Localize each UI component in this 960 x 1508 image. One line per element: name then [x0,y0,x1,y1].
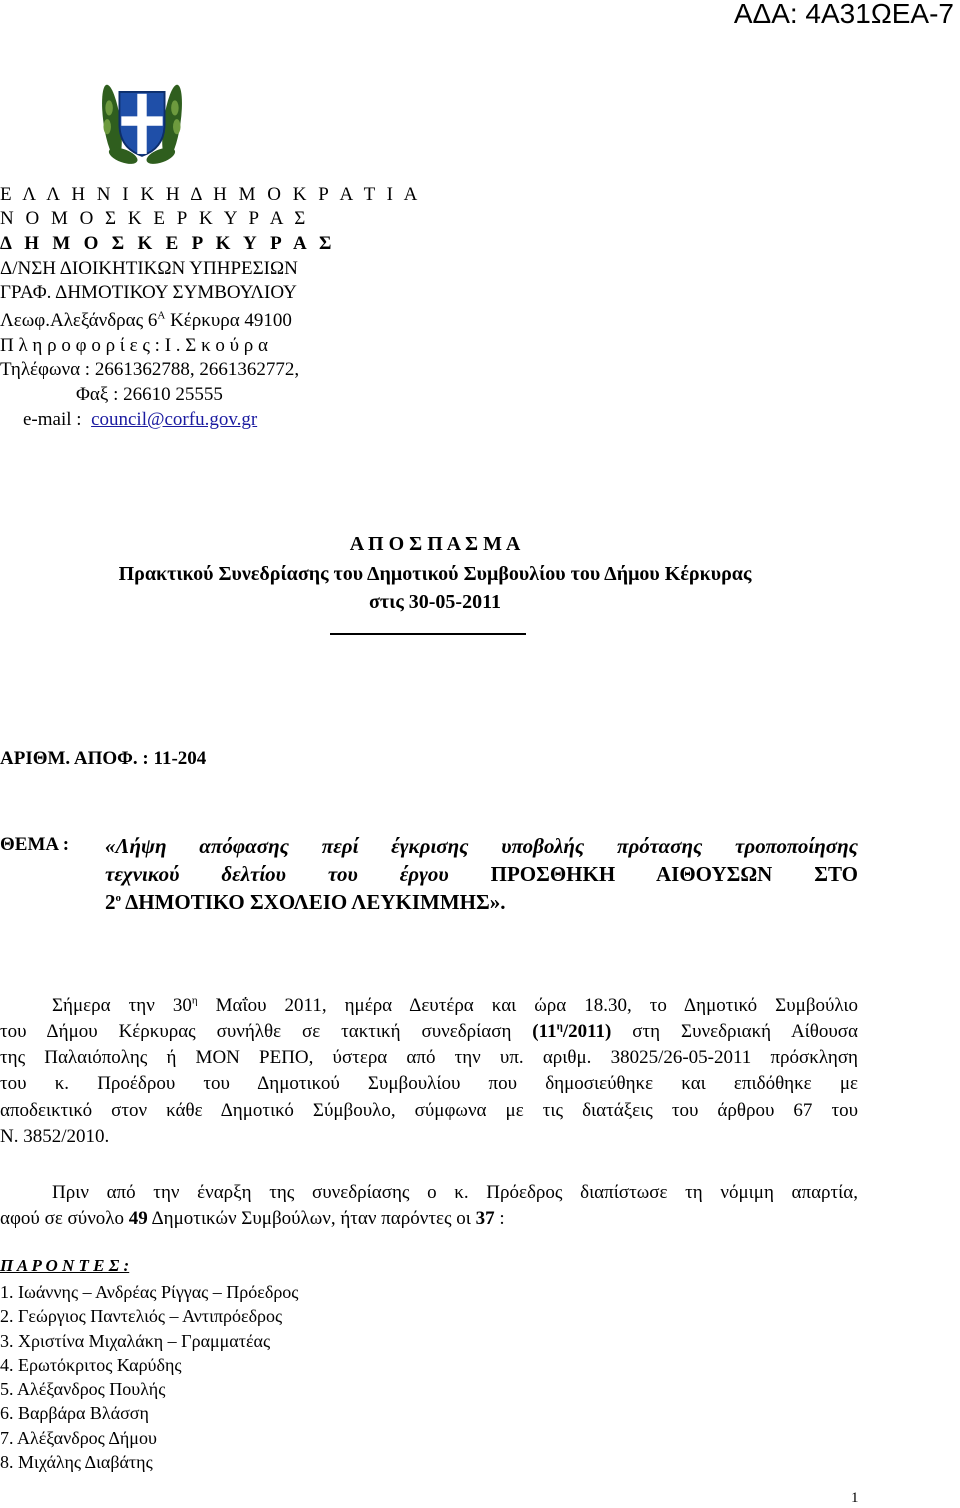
header-municipality: Δ Η Μ Ο Σ Κ Ε Ρ Κ Υ Ρ Α Σ [0,233,336,254]
greek-coat-of-arms-icon [95,75,189,169]
page-number: 1 [851,1490,859,1506]
paragraph-1-line-2: του Δήμου Κέρκυρας συνήλθε σε τακτική συνεδρίαση $(11^\eta/2011)$ στη Συνεδριακή Αίθουσα [0,1020,858,1042]
header-address: Λεωφ.Αλεξάνδρας $6^A$ Κέρκυρα 49100 [0,309,292,331]
header-department: Δ/ΝΣΗ ΔΙΟΙΚΗΤΙΚΩΝ ΥΠΗΡΕΣΙΩΝ [0,258,298,279]
header-prefecture: Ν Ο Μ Ο Σ Κ Ε Ρ Κ Υ Ρ Α Σ [0,208,309,229]
decision-number: ΑΡΙΘΜ. ΑΠΟΦ. : 11-204 [0,748,207,769]
paragraph-1-line-1: Σήμερα την $30^\eta$ Μαΐου 2011, ημέρα Δευτέρα και ώρα 18.30, το Δημοτικό Συμβούλιο [52,994,859,1016]
list-item: 8. Μιχάλης Διαβάτης [0,1452,153,1473]
list-item: 7. Αλέξανδρος Δήμου [0,1427,157,1448]
list-item: 4. Ερωτόκριτος Καρύδης [0,1354,182,1375]
list-item: 3. Χριστίνα Μιχαλάκη – Γραμματέας [0,1330,271,1351]
paragraph-2-line-2: αφού σε σύνολο 49 Δημοτικών Συμβούλων, ήταν παρόντες οι 37 : [0,1208,505,1229]
paragraph-1-line-5: αποδεικτικό στον κάθε Δημοτικό Σύμβουλο, σύμφωνα με τις διατάξεις του άρθρου 67 του [0,1100,858,1121]
subject-line-1: «Λήψη απόφασης περί έγκρισης υποβολής πρότασης τροποποίησης [105,834,858,858]
document-subtitle: Πρακτικού Συνεδρίασης του Δημοτικού Συμβουλίου του Δήμου Κέρκυρας [118,563,752,585]
document-heading: Α Π Ο Σ Π Α Σ Μ Α [349,533,521,555]
list-item: 6. Βαρβάρα Βλάσση [0,1403,149,1424]
header-email-row: e-mail : council@corfu.gov.gr [23,409,258,430]
session-date: στις 30-05-2011 [369,591,501,613]
email-link[interactable]: council@corfu.gov.gr [91,409,258,430]
paragraph-1-line-3: της Παλαιόπολης ή ΜΟΝ ΡΕΠΟ, ύστερα από την υπ. αριθμ. 38025/26-05-2011 πρόσκληση [0,1047,858,1068]
paragraph-1-line-6: Ν. 3852/2010. [0,1126,110,1147]
header-state: Ε Λ Λ Η Ν Ι Κ Η Δ Η Μ Ο Κ Ρ Α Τ Ι Α [0,184,421,205]
header-office: ΓΡΑΦ. ΔΗΜΟΤΙΚΟΥ ΣΥΜΒΟΥΛΙΟΥ [0,282,297,303]
header-phones: Τηλέφωνα : 2661362788, 2661362772, [0,359,300,380]
present-heading: Π Α Ρ Ο Ν Τ Ε Σ : [0,1256,130,1275]
paragraph-1-line-4: του κ. Προέδρου του Δημοτικού Συμβουλίου που δημοσιεύθηκε και επιδόθηκε με [0,1073,858,1094]
list-item: 5. Αλέξανδρος Πουλής [0,1379,166,1400]
subject-label: ΘΕΜΑ : [0,834,70,855]
ada-code: ΑΔΑ: 4Α31ΩΕΑ-7 [733,0,954,29]
list-item: 1. Ιωάννης – Ανδρέας Ρίγγας – Πρόεδρος [0,1282,299,1302]
title-divider [330,633,526,635]
header-fax: Φαξ : 26610 25555 [76,384,223,405]
list-item: 2. Γεώργιος Παντελιός – Αντιπρόεδρος [0,1306,283,1327]
header-info: Π λ η ρ ο φ ο ρ ί ε ς : Ι . Σ κ ο ύ ρ α [0,335,268,356]
paragraph-2-line-1: Πριν από την έναρξη της συνεδρίασης ο κ. Πρόεδρος διαπίστωσε τη νόμιμη απαρτία, [52,1182,858,1203]
subject-line-3: $2^o$ ΔΗΜΟΤΙΚΟ ΣΧΟΛΕΙΟ ΛΕΥΚΙΜΜΗΣ». [105,890,506,914]
present-members-list [0,1280,298,1474]
subject-line-2: τεχνικού δελτίου του έργου ΠΡΟΣΘΗΚΗ ΑΙΘΟΥΣΩΝ ΣΤΟ [105,862,858,886]
